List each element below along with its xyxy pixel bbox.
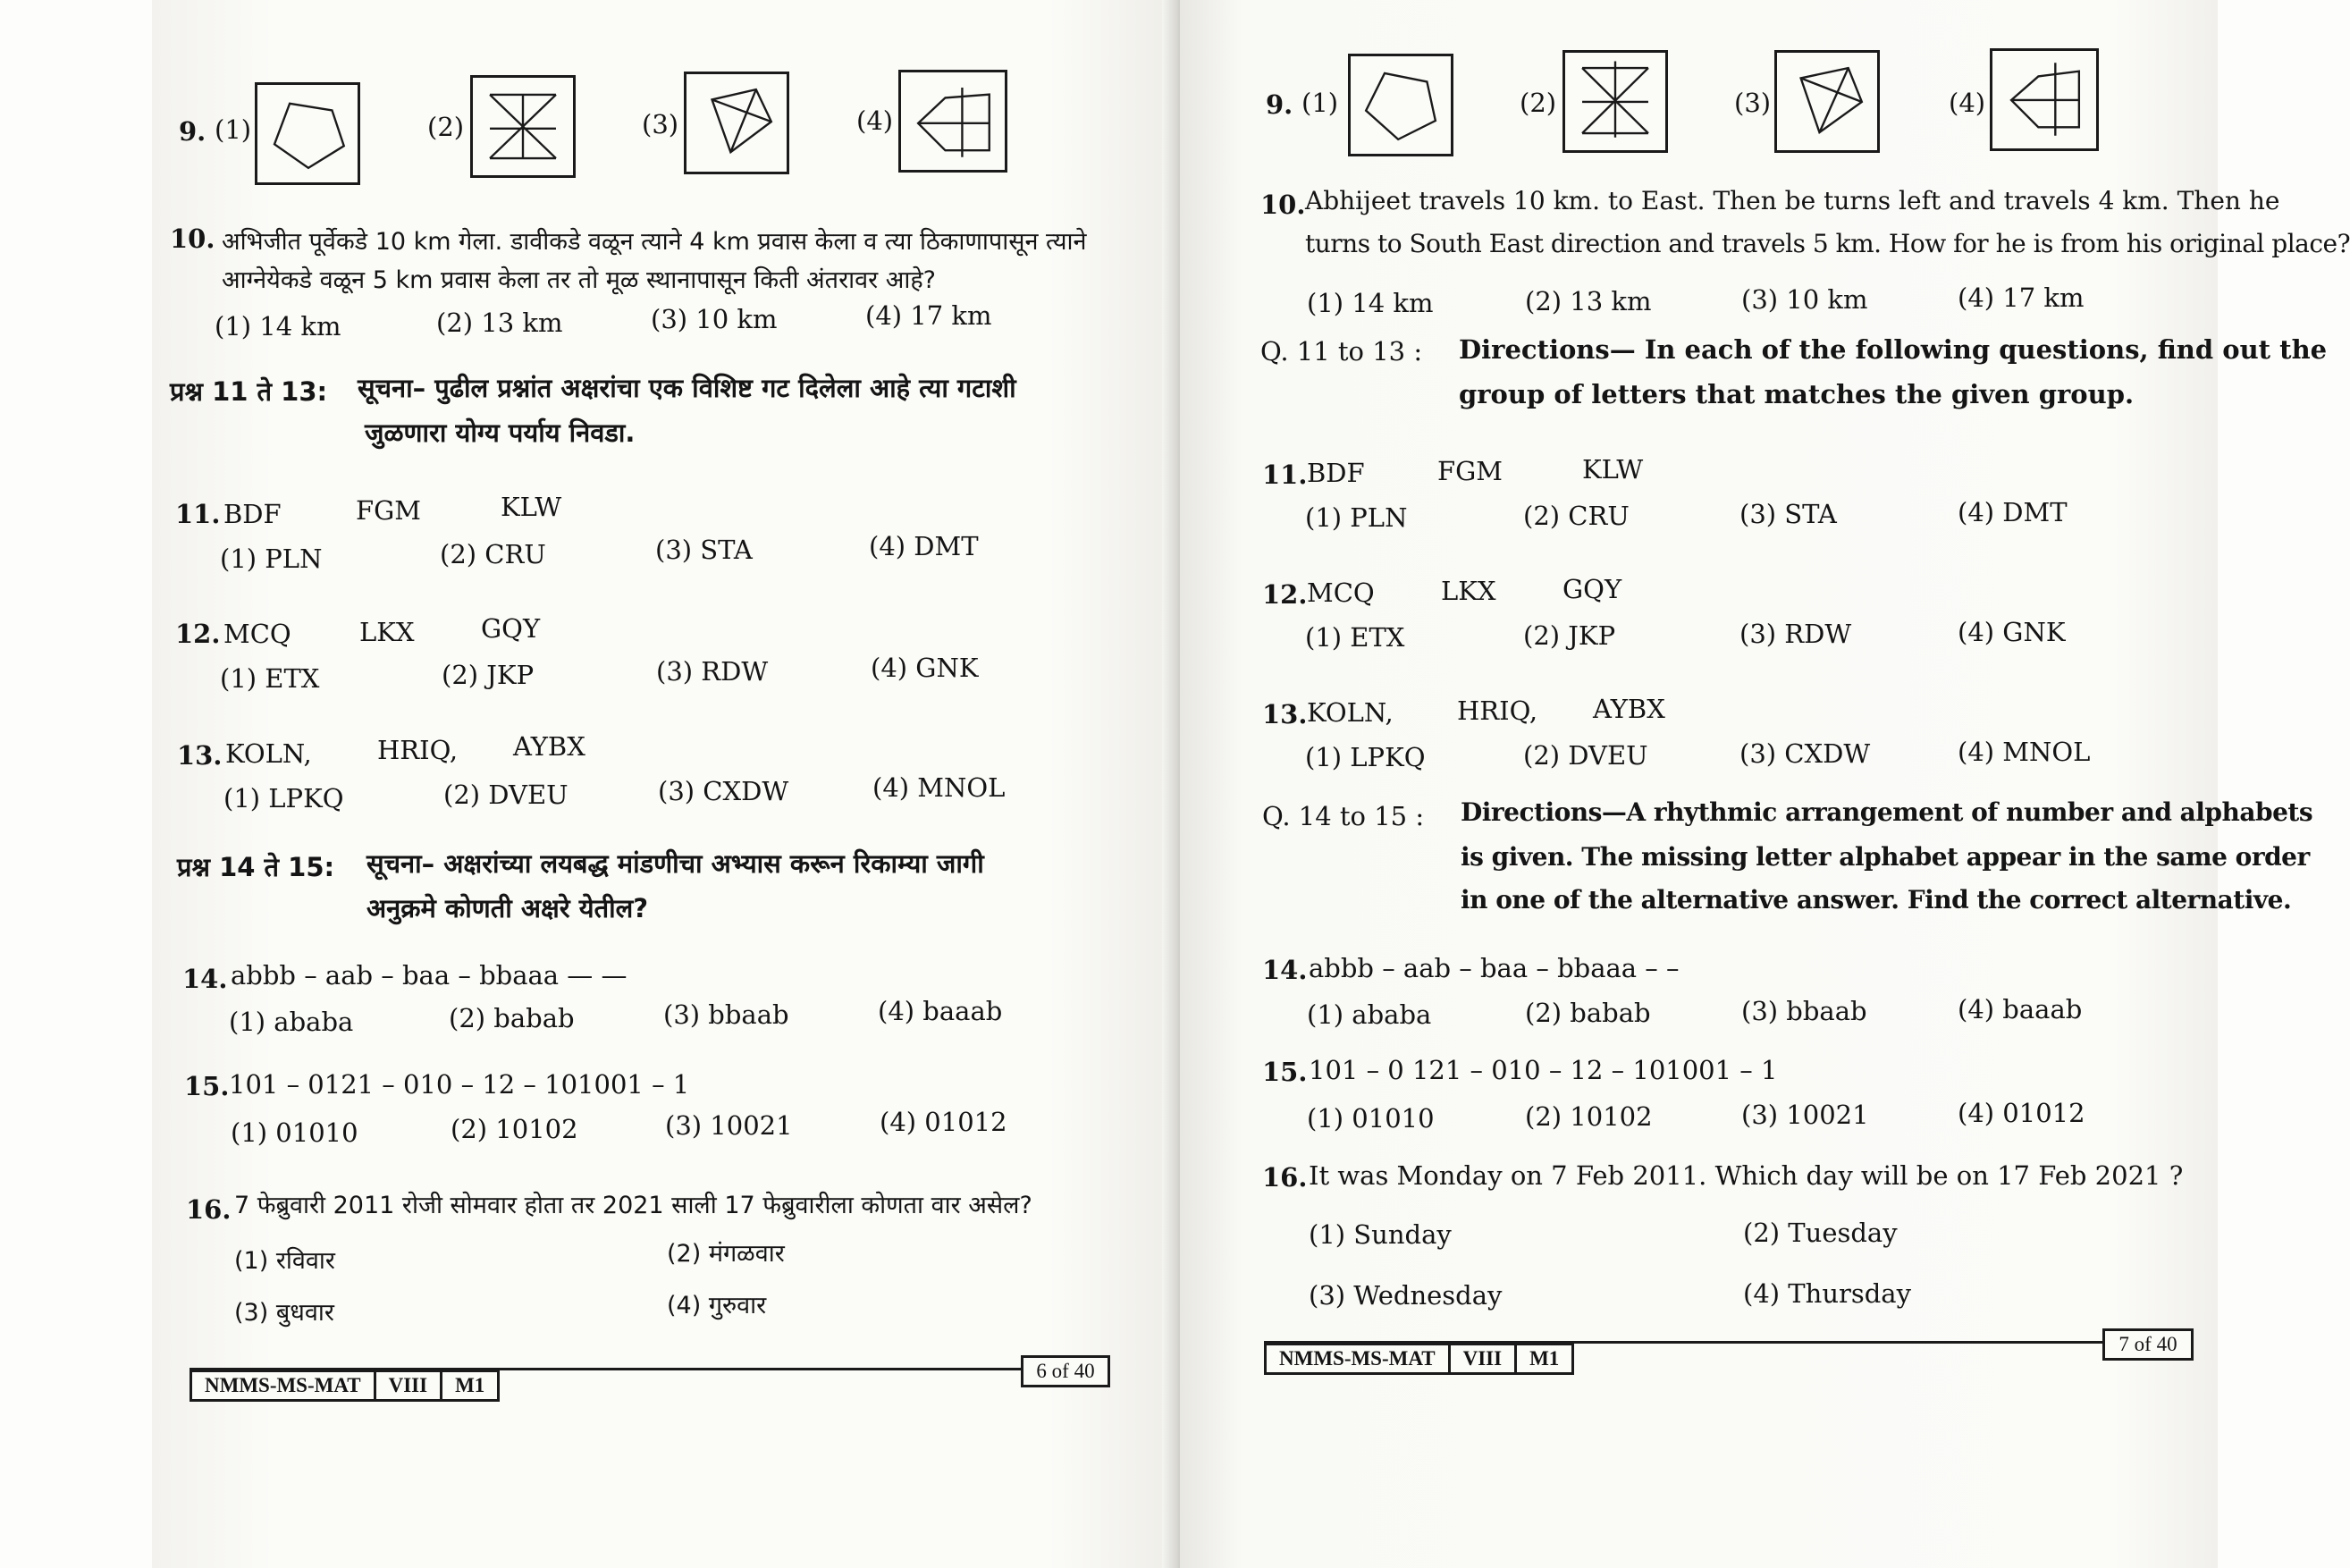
question-number: 9.: [1266, 89, 1293, 120]
option: (3) 10021: [1741, 1100, 1869, 1130]
option: (1) PLN: [220, 544, 323, 574]
option: (2) DVEU: [1523, 740, 1648, 771]
option-label: (1): [215, 114, 252, 145]
question-number: 15.: [184, 1071, 230, 1101]
option: (1) PLN: [1305, 502, 1408, 533]
option: (1) 14 km: [1307, 288, 1434, 318]
question-text: 7 फेब्रुवारी 2011 रोजी सोमवार होता तर 2021 साली 17 फेब्रुवारीला कोणता वार असेल?: [234, 1192, 1032, 1219]
option: (4) MNOL: [872, 772, 1006, 803]
question-number: 16.: [1262, 1162, 1308, 1193]
option: (3) CXDW: [1739, 738, 1871, 769]
option: (4) 01012: [880, 1107, 1007, 1137]
option: (2) JKP: [442, 660, 535, 690]
directions-text: Directions— In each of the following questions, find out the: [1459, 334, 2328, 365]
directions-text: in one of the alternative answer. Find the correct alternative.: [1461, 885, 2292, 915]
question-text: 101 – 0 121 – 010 – 12 – 101001 – 1: [1309, 1055, 1778, 1085]
question-number: 11.: [175, 499, 221, 529]
letter-group: MCQ: [1307, 577, 1375, 608]
option: (3) CXDW: [658, 776, 789, 806]
directions-text: सूचना– अक्षरांच्या लयबद्ध मांडणीचा अभ्यास करून रिकाम्या जागी: [366, 848, 984, 879]
option: (3) RDW: [656, 656, 769, 687]
option-label: (3): [1734, 88, 1772, 118]
question-number: 15.: [1262, 1057, 1308, 1087]
option: (3) 10 km: [1741, 284, 1868, 315]
option-label: (2): [1520, 88, 1557, 118]
letter-group: GQY: [1562, 574, 1622, 604]
option: (1) LPKQ: [1305, 742, 1426, 772]
question-text: Abhijeet travels 10 km. to East. Then be turns left and travels 4 km. Then he: [1305, 186, 2280, 215]
option: (2) 13 km: [1525, 286, 1652, 316]
option: (3) 10 km: [651, 304, 778, 334]
letter-group: AYBX: [513, 731, 585, 762]
question-text: 101 – 0121 – 010 – 12 – 101001 – 1: [229, 1069, 690, 1100]
directions-text: अनुक्रमे कोणती अक्षरे येतील?: [366, 893, 649, 923]
question-number: 16.: [186, 1194, 232, 1225]
directions-text: सूचना– पुढील प्रश्नांत अक्षरांचा एक विशिष्ट गट दिलेला आहे त्या गटाशी: [358, 373, 1016, 403]
option: (4) MNOL: [1958, 737, 2091, 767]
option: (1) रविवार: [234, 1247, 335, 1275]
question-number: 12.: [1262, 579, 1308, 610]
letter-group: KOLN,: [225, 738, 312, 769]
letter-group: GQY: [481, 613, 541, 644]
option: (4) 17 km: [865, 300, 992, 331]
option: (1) 01010: [231, 1117, 358, 1148]
figure-flag-shape: [898, 70, 1007, 173]
option: (3) STA: [655, 535, 753, 565]
footer-std: VIII: [376, 1372, 442, 1399]
option: (2) JKP: [1523, 620, 1616, 651]
footer-code-box: [1264, 1343, 1574, 1375]
page-number-box: 7 of 40: [2102, 1328, 2194, 1361]
letter-group: BDF: [223, 499, 282, 529]
option-label: (1): [1301, 88, 1339, 118]
letter-group: KLW: [1582, 454, 1644, 485]
figure-quad-diagonals: [1774, 50, 1880, 153]
question-number: 14.: [1262, 955, 1308, 985]
directions-text: जुळणारा योग्य पर्याय निवडा.: [365, 417, 636, 448]
option: (4) GNK: [1958, 617, 2066, 647]
option: (4) 01012: [1958, 1098, 2085, 1128]
figure-flag-shape: [1990, 48, 2099, 151]
option: (1) ababa: [229, 1007, 354, 1037]
letter-group: MCQ: [223, 619, 291, 649]
option: (4) Thursday: [1743, 1278, 1911, 1309]
question-number: 13.: [1262, 699, 1308, 729]
option: (3) RDW: [1739, 619, 1852, 649]
question-number: 9.: [179, 116, 206, 147]
option: (1) ETX: [1305, 622, 1405, 653]
figure-zigzag: [470, 75, 576, 178]
option: (4) GNK: [871, 653, 979, 683]
option: (4) baaab: [1958, 994, 2083, 1024]
option: (3) STA: [1739, 499, 1837, 529]
option: (4) 17 km: [1958, 282, 2085, 313]
option: (4) DMT: [1958, 497, 2068, 527]
option: (2) 13 km: [436, 308, 563, 338]
question-text: अभिजीत पूर्वेकडे 10 km गेला. डावीकडे वळून त्याने 4 km प्रवास केला व त्या ठिकाणापासून त्याने: [222, 228, 1087, 256]
option: (2) Tuesday: [1743, 1218, 1898, 1248]
option: (1) ETX: [220, 663, 320, 694]
option: (4) baaab: [878, 996, 1003, 1026]
option: (1) 14 km: [215, 311, 341, 341]
letter-group: LKX: [359, 617, 415, 647]
question-text: abbb – aab – baa – bbaaa — —: [231, 960, 628, 991]
option: (1) ababa: [1307, 999, 1432, 1030]
letter-group: HRIQ,: [377, 735, 459, 765]
option: (2) मंगळवार: [667, 1240, 785, 1268]
footer-set: M1: [455, 1374, 485, 1396]
option: (2) CRU: [1523, 501, 1630, 531]
option: (4) DMT: [869, 531, 979, 561]
letter-group: KOLN,: [1307, 697, 1394, 728]
figure-zigzag: [1562, 50, 1668, 153]
directions-text: group of letters that matches the given group.: [1459, 379, 2135, 409]
option: (4) गुरुवार: [667, 1292, 767, 1319]
option: (1) Sunday: [1309, 1219, 1452, 1250]
option: (2) CRU: [440, 539, 546, 569]
directions-text: Directions—A rhythmic arrangement of number and alphabets: [1461, 797, 2313, 827]
directions-label: Q. 14 to 15 :: [1262, 801, 1425, 831]
directions-label: Q. 11 to 13 :: [1260, 336, 1423, 367]
option: (1) LPKQ: [223, 783, 344, 814]
option: (1) 01010: [1307, 1103, 1435, 1134]
directions-label: प्रश्न 14 ते 15:: [177, 852, 335, 882]
footer-std: VIII: [1451, 1345, 1517, 1372]
letter-group: KLW: [501, 492, 562, 522]
option-label: (4): [856, 105, 894, 136]
option-label: (4): [1949, 88, 1986, 118]
option: (2) DVEU: [443, 780, 569, 810]
option: (2) babab: [1525, 998, 1651, 1028]
option: (3) Wednesday: [1309, 1280, 1503, 1311]
option-label: (2): [427, 112, 465, 142]
option: (3) बुधवार: [234, 1299, 334, 1327]
figure-pentagon: [255, 82, 360, 185]
option: (2) 10102: [1525, 1101, 1653, 1132]
question-number: 12.: [175, 619, 221, 649]
option: (3) bbaab: [1741, 996, 1867, 1026]
footer-code-box: [190, 1370, 500, 1402]
directions-label: प्रश्न 11 ते 13:: [170, 376, 328, 407]
question-text: आग्नेयेकडे वळून 5 km प्रवास केला तर तो मूळ स्थानापासून किती अंतरावर आहे?: [222, 266, 937, 294]
question-number: 10.: [1260, 190, 1306, 220]
letter-group: FGM: [356, 495, 421, 526]
question-number: 13.: [177, 740, 223, 771]
page-number-box: 6 of 40: [1021, 1355, 1110, 1387]
footer-code: NMMS-MS-MAT: [192, 1372, 376, 1399]
directions-text: is given. The missing letter alphabet appear in the same order: [1461, 842, 2310, 872]
letter-group: HRIQ,: [1457, 695, 1538, 726]
question-number: 14.: [182, 964, 228, 994]
option: (3) bbaab: [663, 999, 789, 1030]
letter-group: FGM: [1437, 456, 1503, 486]
question-text: It was Monday on 7 Feb 2011. Which day will be on 17 Feb 2021 ?: [1309, 1160, 2184, 1191]
question-text: abbb – aab – baa – bbaaa – –: [1309, 953, 1680, 983]
letter-group: AYBX: [1593, 694, 1665, 724]
option: (2) 10102: [451, 1114, 578, 1144]
figure-quad-diagonals: [684, 72, 789, 174]
question-number: 10.: [170, 223, 215, 254]
letter-group: LKX: [1441, 576, 1496, 606]
footer-code: NMMS-MS-MAT: [1267, 1345, 1451, 1372]
figure-pentagon: [1348, 54, 1453, 156]
question-number: 11.: [1262, 459, 1308, 490]
letter-group: BDF: [1307, 458, 1365, 488]
option-label: (3): [642, 109, 679, 139]
option: (3) 10021: [665, 1110, 793, 1141]
footer-set: M1: [1529, 1347, 1560, 1370]
question-text: turns to South East direction and travels 5 km. How for he is from his original place?: [1305, 229, 2350, 258]
option: (2) babab: [449, 1003, 575, 1033]
